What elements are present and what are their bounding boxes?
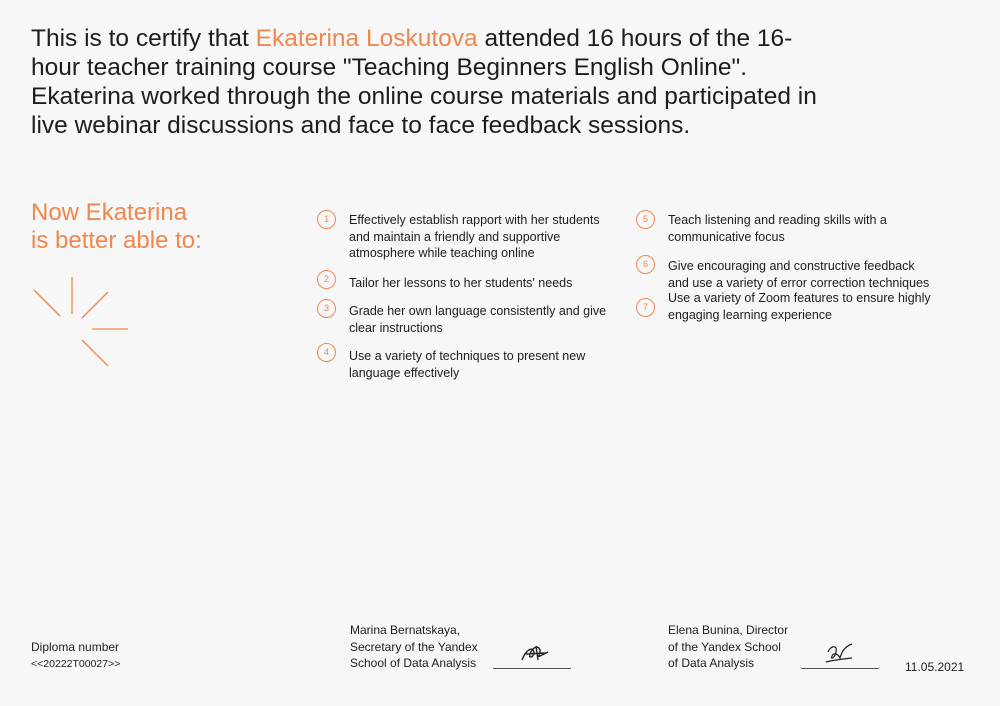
- skill-6-number-badge: 6: [636, 255, 655, 274]
- skill-7-number-badge: 7: [636, 298, 655, 317]
- skill-5-text: Teach listening and reading skills with a communicative focus: [668, 213, 887, 244]
- signer-2-title-line2: of Data Analysis: [668, 656, 755, 670]
- outcomes-heading-line2: is better able to:: [31, 227, 202, 254]
- skill-6-text: Give encouraging and constructive feedback and use a variety of error correction techniques: [668, 259, 930, 290]
- signer-1-block: [350, 622, 478, 672]
- skill-2-number-badge: 2: [317, 270, 336, 289]
- skill-4-text: Use a variety of techniques to present new language effectively: [349, 349, 586, 380]
- signature-2-icon: [822, 640, 856, 668]
- signer-2-title-line1: of the Yandex School: [668, 639, 781, 654]
- signer-1-title-line2: School of Data Analysis: [350, 656, 477, 670]
- skill-1-text: Effectively establish rapport with her students and maintain a friendly and supportive atmosphere while teaching online: [349, 213, 600, 260]
- certificate-statement-line1: [31, 24, 831, 82]
- outcomes-heading: [31, 199, 202, 255]
- issue-date: 11.05.2021: [905, 660, 965, 674]
- certificate-statement: [31, 24, 831, 140]
- sunburst-decoration-icon: [26, 272, 136, 372]
- signer-2-name: Elena Bunina, Director: [668, 623, 789, 637]
- skill-3-number-badge: 3: [317, 299, 336, 318]
- skill-4-number-badge: 4: [317, 343, 336, 362]
- signature-1-line: [493, 668, 571, 669]
- signer-1-name: Marina Bernatskaya,: [350, 623, 461, 637]
- skill-1-number-badge: 1: [317, 210, 336, 229]
- skill-7-text: Use a variety of Zoom features to ensure highly engaging learning experience: [668, 291, 931, 322]
- signer-1-title-line1: Secretary of the Yandex: [350, 639, 478, 654]
- skill-3-text: Grade her own language consistently and give clear instructions: [349, 304, 607, 335]
- signature-2-line: [801, 668, 879, 669]
- diploma-number: <<20222T00027>>: [31, 658, 121, 670]
- intro-text-part2: attended 16 hours of the 16-hour teacher training course "Teaching Beginners English Online".: [31, 25, 793, 81]
- skill-2-text: Tailor her lessons to her students' needs: [349, 276, 573, 290]
- certificate-statement-line2: Ekaterina worked through the online course materials and participated in live webinar discussions and face to face feedback sessions.: [31, 83, 817, 139]
- signer-2-block: [668, 622, 788, 672]
- signature-1-icon: [518, 640, 552, 666]
- diploma-number-label: Diploma number: [31, 640, 120, 654]
- recipient-name: Ekaterina Loskutova: [255, 25, 478, 52]
- intro-text-part1: This is to certify that: [31, 25, 256, 52]
- outcomes-heading-line1: Now Ekaterina: [31, 199, 188, 226]
- skill-5-number-badge: 5: [636, 210, 655, 229]
